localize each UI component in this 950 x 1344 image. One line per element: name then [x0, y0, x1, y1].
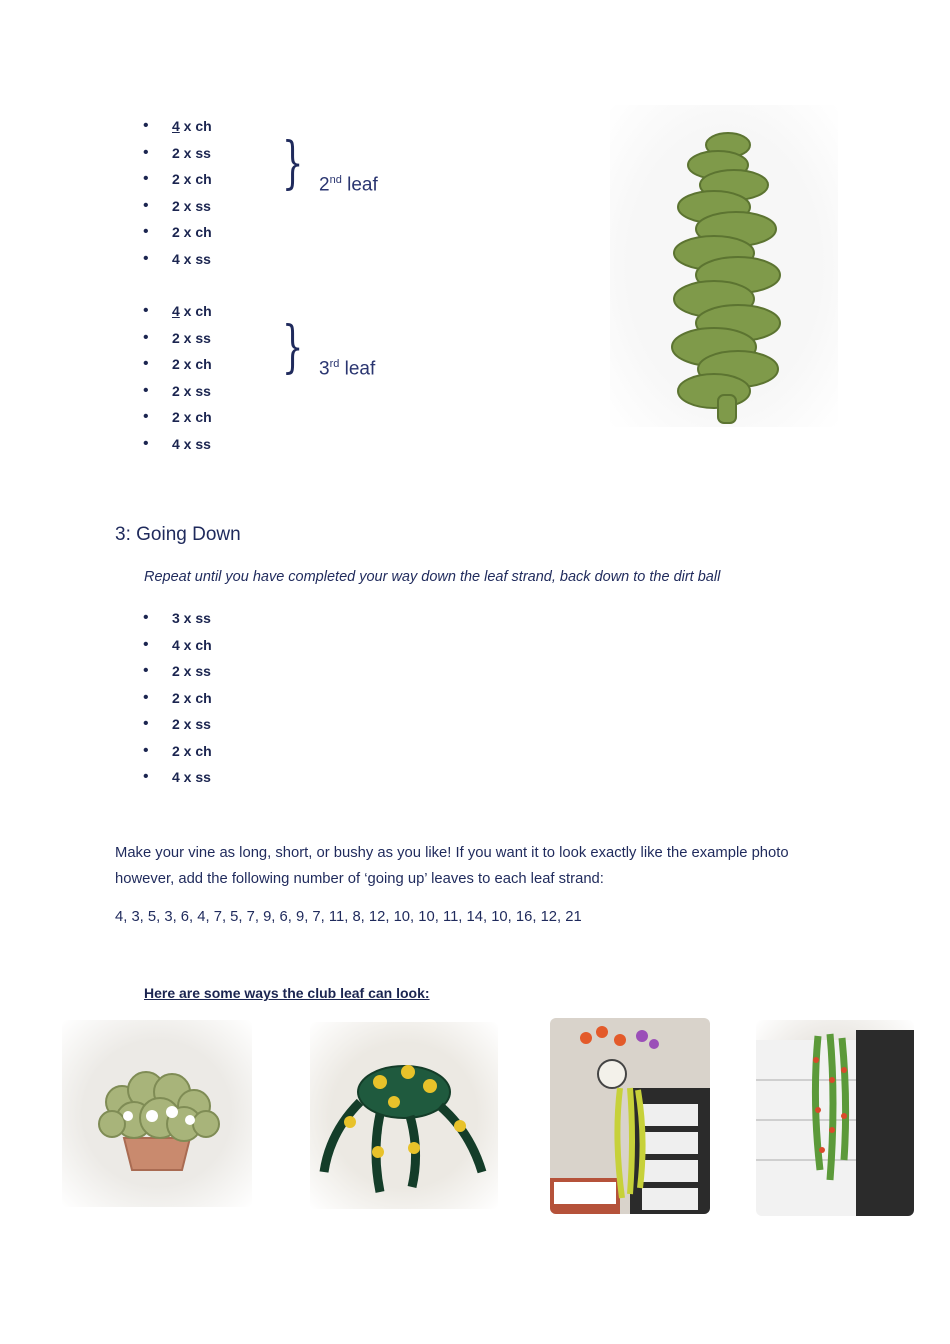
list-item: • 4 x ss — [143, 250, 212, 277]
list-item: • 2 x ss — [143, 329, 212, 356]
leaf3-label — [319, 358, 375, 380]
dresser-red-vine-photo — [756, 1020, 914, 1216]
yellow-flower-plant-illustration — [310, 1022, 498, 1209]
leaf-word: leaf — [341, 174, 378, 196]
dresser-vine-photo — [550, 1018, 710, 1214]
gallery-heading: Here are some ways the club leaf can look: — [144, 985, 430, 1001]
potted-plant-illustration — [62, 1020, 252, 1207]
leaf3-steps-list — [143, 302, 212, 461]
list-item: • 2 x ss — [143, 715, 212, 742]
list-item — [143, 302, 212, 329]
red-dotted-vine-illustration — [756, 1020, 914, 1216]
list-item: • 2 x ch — [143, 408, 212, 435]
going-down-steps-list — [143, 609, 212, 795]
list-item: • 2 x ch — [143, 170, 212, 197]
ordinal-suffix: nd — [329, 174, 342, 186]
list-item — [143, 117, 212, 144]
brace-icon: } — [282, 131, 304, 196]
list-item: • 2 x ss — [143, 197, 212, 224]
ordinal-suffix: rd — [329, 358, 340, 370]
list-item: • 2 x ch — [143, 689, 212, 716]
list-item: • 2 x ch — [143, 742, 212, 769]
crochet-strand-photo — [610, 105, 838, 427]
list-item: • 4 x ss — [143, 768, 212, 795]
list-item: • 2 x ss — [143, 662, 212, 689]
list-item: • 4 x ss — [143, 435, 212, 462]
leaf2-steps-list — [143, 117, 212, 276]
instruction-note: Repeat until you have completed your way down the leaf strand, back down to the dirt ball — [144, 569, 721, 585]
brace-icon: } — [282, 315, 304, 380]
leaf-number: 3 — [319, 358, 330, 380]
leaf2-label — [319, 174, 378, 196]
list-item: • 2 x ch — [143, 223, 212, 250]
leaf-strand-illustration — [610, 105, 838, 427]
leaf-word: leaf — [339, 358, 376, 380]
list-item: • 2 x ss — [143, 144, 212, 171]
hanging-yellow-flower-photo — [310, 1022, 498, 1209]
step-text: x ch — [179, 303, 212, 319]
potted-club-leaf-photo — [62, 1020, 252, 1207]
list-item: • 4 x ch — [143, 636, 212, 663]
list-item: • 3 x ss — [143, 609, 212, 636]
section-heading: 3: Going Down — [115, 524, 241, 545]
step-text: x ch — [179, 118, 212, 134]
body-paragraph: Make your vine as long, short, or bushy as you like! If you want it to look exactly like the example photo however, add the following number of ‘going up’ leaves to each leaf strand: — [115, 845, 789, 887]
list-item: • 2 x ss — [143, 382, 212, 409]
list-item: • 2 x ch — [143, 355, 212, 382]
underlined-count: 4 — [172, 303, 180, 319]
underlined-count: 4 — [172, 118, 180, 134]
dresser-vine-illustration — [550, 1018, 710, 1214]
leaf-number: 2 — [319, 174, 330, 196]
leaf-count-sequence: 4, 3, 5, 3, 6, 4, 7, 5, 7, 9, 6, 9, 7, 11, 8, 12, 10, 10, 11, 14, 10, 16, 12, 21 — [115, 909, 582, 925]
